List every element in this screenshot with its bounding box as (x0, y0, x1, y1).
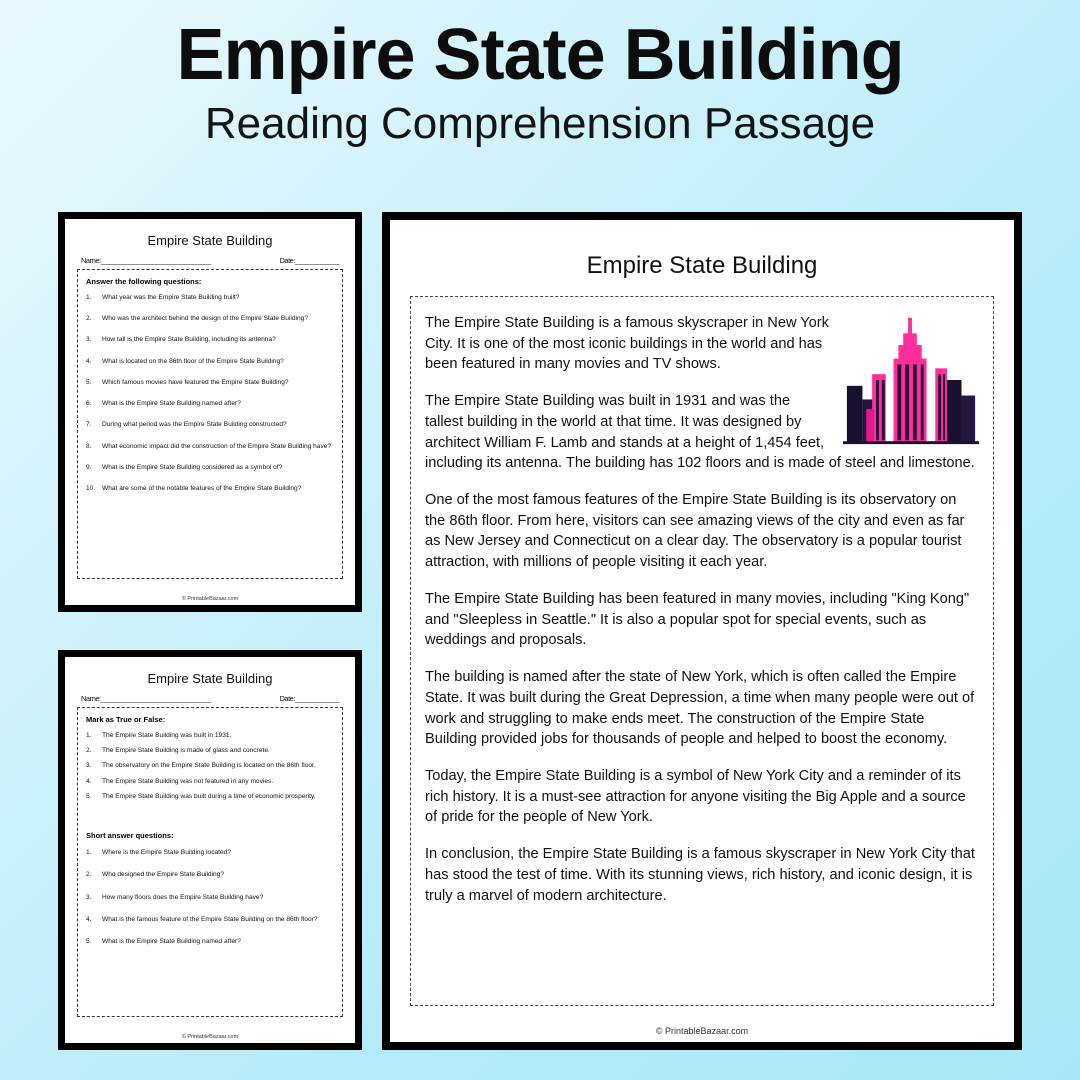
question-number: 1. (86, 849, 92, 857)
list-item (86, 315, 334, 323)
passage-paragraph: The Empire State Building is a famous skyscraper in New York City. It is one of the most iconic buildings in the world and has been featured in many movies and TV shows. (425, 315, 829, 373)
question-number: 2. (86, 871, 92, 879)
question-number: 1. (86, 732, 92, 739)
list-item (86, 358, 334, 366)
list-item (86, 747, 334, 755)
passage-text-box (410, 296, 994, 1006)
worksheet2-question-box (77, 707, 343, 1017)
question-text: The Empire State Building is made of glass and concrete. (102, 747, 270, 755)
list-item (86, 443, 334, 451)
date-field-label[interactable]: Date:____________ (279, 694, 339, 703)
list-item (86, 849, 334, 857)
question-text: What year was the Empire State Building built? (102, 294, 240, 301)
list-item (86, 778, 334, 786)
question-number: 4. (86, 357, 92, 365)
question-text: The Empire State Building was built in 1931. (102, 732, 232, 739)
worksheet2-namedate-row (77, 694, 343, 707)
passage-title: Empire State Building (586, 252, 818, 279)
date-field-label[interactable]: Date:____________ (279, 256, 339, 265)
passage-paragraph: The Empire State Building was built in 1931 and was the tallest building in the world at that time. It was designed by architect William F. Lamb and stands at a height of 1,454 feet, including its antenna. The building has 102 floors and is made of steel and limestone. (425, 393, 975, 472)
question-number: 3. (86, 893, 92, 901)
worksheet2-title: Empire State Building (147, 671, 273, 686)
list-item (86, 762, 334, 770)
list-item (86, 485, 334, 493)
question-number: 9. (86, 463, 92, 471)
list-item (86, 421, 334, 429)
page-title: Empire State Building (176, 15, 904, 95)
question-text: What are some of the notable features of the Empire State Building? (102, 485, 302, 493)
passage-paragraph: Today, the Empire State Building is a symbol of New York City and a reminder of its rich history. It is a must-see attraction for anyone visiting the Big Apple and a source of pride for the people of New York. (425, 767, 966, 826)
name-field-label[interactable]: Name:______________________________ (81, 256, 211, 265)
worksheet2-credit: © PrintableBazaar.com (181, 1034, 239, 1040)
passage-paragraph: One of the most famous features of the Empire State Building is its observatory on the 86th floor. From here, visitors can see amazing views of the city and even as far as New Jersey and Connecticut on a clear day. The observatory is a popular tourist attraction, with millions of people visiting it each year. (425, 492, 965, 571)
list-item (86, 916, 334, 924)
worksheet-preview-area (0, 212, 1080, 1080)
question-text: What is the Empire State Building named after? (102, 938, 241, 946)
passage-credit: © PrintableBazaar.com (655, 1026, 749, 1036)
question-text: What is the Empire State Building considered as a symbol of? (102, 463, 283, 471)
passage-page[interactable] (382, 212, 1022, 1050)
worksheet-page-2[interactable] (58, 650, 362, 1050)
worksheet2-tf-heading: Mark as True or False: (86, 715, 166, 724)
worksheet1-question-list (86, 294, 334, 493)
question-number: 2. (86, 747, 92, 755)
question-number: 5. (86, 792, 92, 800)
question-text: What is the Empire State Building named after? (102, 400, 241, 408)
page-header (0, 0, 1080, 148)
question-number: 5. (86, 938, 92, 946)
question-text: Where is the Empire State Building located? (102, 849, 232, 857)
list-item (86, 294, 334, 302)
passage-paragraph: In conclusion, the Empire State Building is a famous skyscraper in New York City that has stood the test of time. With its stunning views, rich history, and iconic design, it is truly a marvel of modern architecture. (425, 846, 975, 904)
question-number: 2. (86, 315, 92, 323)
worksheet2-tf-list (86, 732, 334, 801)
list-item (86, 894, 334, 902)
question-text: Which famous movies have featured the Empire State Building? (102, 378, 289, 386)
passage-paragraph: The building is named after the state of New York, which is often called the Empire State. It was built during the Great Depression, a time when many people were out of work and struggling to make ends meet. The construction of the Empire State Building provided jobs for thousands of people and helped to boost the economy. (425, 669, 975, 748)
question-text: Who was the architect behind the design of the Empire State Building? (102, 315, 308, 323)
question-number: 5. (86, 378, 92, 386)
left-column (58, 212, 362, 1050)
list-item (86, 793, 334, 801)
worksheet1-title: Empire State Building (147, 233, 273, 248)
list-item (86, 871, 334, 879)
question-number: 6. (86, 400, 92, 408)
question-text: What is the famous feature of the Empire State Building on the 86th floor? (102, 915, 318, 923)
question-number: 8. (86, 442, 92, 450)
worksheet1-question-box (77, 269, 343, 579)
list-item (86, 464, 334, 472)
question-text: The Empire State Building was not featured in any movies. (102, 777, 274, 785)
right-column (382, 212, 1022, 1050)
worksheet1-credit: © PrintableBazaar.com (181, 596, 239, 602)
worksheet1-instructions: Answer the following questions: (86, 277, 202, 286)
question-number: 4. (86, 915, 92, 923)
list-item (86, 938, 334, 946)
question-number: 3. (86, 336, 92, 344)
list-item (86, 379, 334, 387)
list-item (86, 336, 334, 344)
worksheet1-namedate-row (77, 256, 343, 269)
question-text: How tall is the Empire State Building, including its antenna? (102, 336, 276, 344)
question-number: 3. (86, 762, 92, 770)
question-number: 1. (86, 294, 92, 301)
list-item (86, 732, 334, 740)
question-text: Who designed the Empire State Building? (102, 871, 225, 879)
question-text: The observatory on the Empire State Building is located on the 86th floor. (102, 762, 316, 770)
worksheet2-short-heading: Short answer questions: (86, 831, 174, 841)
name-field-label[interactable]: Name:______________________________ (81, 694, 211, 703)
question-number: 4. (86, 777, 92, 785)
worksheet-page-1[interactable] (58, 212, 362, 612)
passage-paragraph: The Empire State Building has been featured in many movies, including "King Kong" and "Sleepless in Seattle." It is also a popular spot for special events, such as weddings and proposals. (425, 590, 970, 649)
question-text: The Empire State Building was built during a time of economic prosperity. (102, 792, 316, 800)
question-text: How many floors does the Empire State Building have? (102, 893, 264, 901)
empire-state-building-illustration (843, 315, 979, 445)
question-text: During what period was the Empire State Building constructed? (102, 421, 287, 429)
question-number: 7. (86, 421, 92, 429)
list-item (86, 400, 334, 408)
worksheet2-short-list (86, 849, 334, 946)
question-text: What economic impact did the construction of the Empire State Building have? (102, 442, 332, 450)
question-text: What is located on the 86th floor of the Empire State Building? (102, 357, 284, 365)
page-subtitle: Reading Comprehension Passage (204, 98, 876, 148)
question-number: 10. (86, 485, 96, 493)
